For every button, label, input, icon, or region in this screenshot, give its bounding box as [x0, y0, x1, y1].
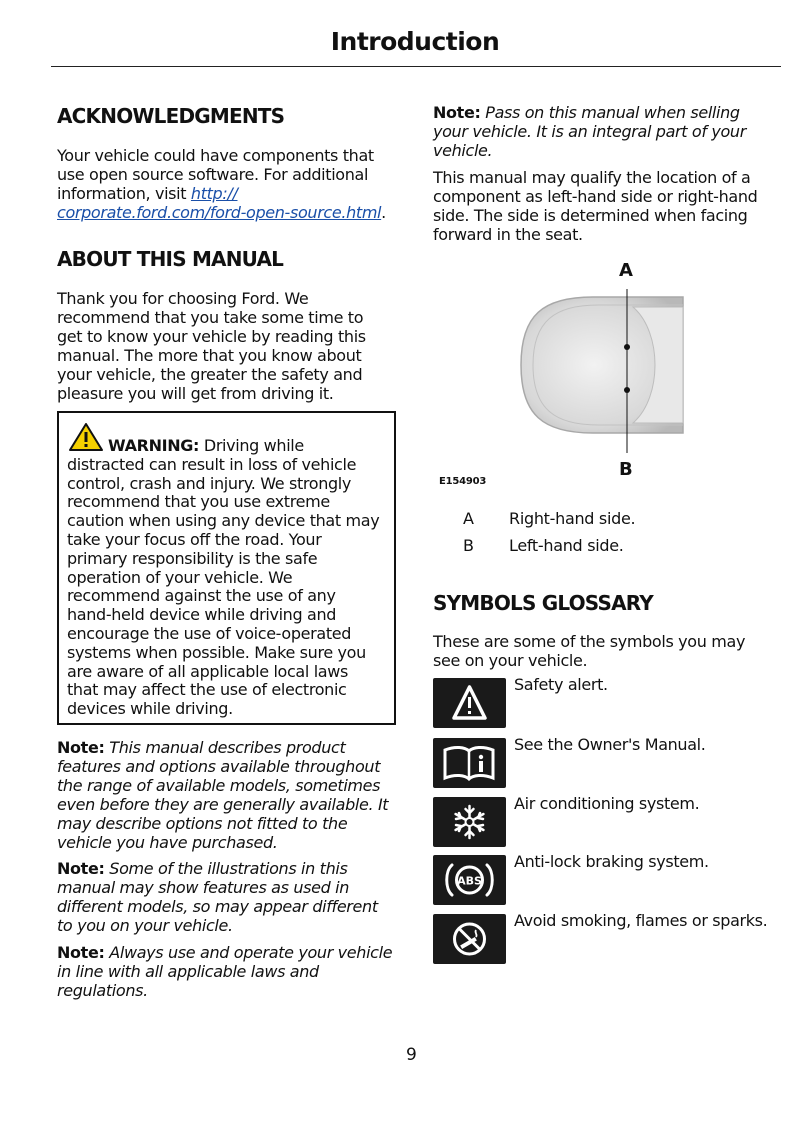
abs-icon — [433, 855, 506, 905]
symbol-label: See the Owner's Manual. — [514, 735, 706, 754]
note-line: the range of available models, sometimes — [57, 776, 381, 795]
note-line — [57, 738, 402, 757]
note-line: manual may show features as used in — [57, 878, 350, 897]
acknowledgments-line — [57, 203, 402, 222]
note-line: different models, so may appear different — [57, 897, 378, 916]
acknowledgments-line: use open source software. For additional — [57, 165, 369, 184]
acknowledgments-text — [57, 146, 402, 222]
warning-text — [67, 437, 393, 719]
note-first-line: Some of the illustrations in this — [104, 859, 348, 878]
vehicle-side-diagram — [433, 255, 778, 495]
note-line: your vehicle. It is an integral part of your — [433, 122, 746, 141]
symbol-row — [433, 735, 783, 790]
legend-key: A — [463, 509, 474, 528]
open-source-link-continued[interactable]: corporate.ford.com/ford-open-source.html — [57, 203, 382, 222]
no-smoking-icon — [433, 914, 506, 964]
note-laws — [57, 943, 402, 1000]
about-line: manual. The more that you know about — [57, 346, 362, 365]
legend-value: Right-hand side. — [509, 509, 636, 528]
note-line: to you on your vehicle. — [57, 916, 233, 935]
note-product-features — [57, 738, 402, 852]
note-line — [57, 943, 402, 962]
warning-line: encourage the use of voice-operated — [67, 623, 352, 643]
symbol-row — [433, 794, 783, 849]
page-number: 9 — [406, 1045, 417, 1065]
note-line: vehicle. — [433, 141, 493, 160]
note-label: Note: — [433, 103, 481, 122]
side-line: side. The side is determined when facing — [433, 206, 748, 225]
warning-line: hand-held device while driving and — [67, 605, 337, 625]
about-line: your vehicle, the greater the safety and — [57, 365, 363, 384]
note-line: features and options available throughout — [57, 757, 381, 776]
diagram-label-a: A — [619, 260, 633, 281]
symbols-intro-line: see on your vehicle. — [433, 651, 588, 670]
note-line: in line with all applicable laws and — [57, 962, 319, 981]
warning-line: primary responsibility is the safe — [67, 548, 318, 568]
legend-row — [463, 509, 763, 529]
note-label: Note: — [57, 738, 105, 757]
warning-first-line: Driving while — [199, 436, 304, 455]
warning-line: control, crash and injury. We strongly — [67, 473, 352, 493]
warning-line: are aware of all applicable local laws — [67, 661, 348, 681]
symbol-label: Safety alert. — [514, 675, 608, 694]
note-line: regulations. — [57, 981, 148, 1000]
symbols-intro-text — [433, 632, 783, 670]
warning-line: recommend against the use of any — [67, 586, 336, 606]
warning-box — [57, 411, 396, 725]
acknowledgments-line-text: information, visit — [57, 184, 191, 203]
about-line: recommend that you take some time to — [57, 308, 364, 327]
note-label: Note: — [57, 943, 105, 962]
about-line: Thank you for choosing Ford. We — [57, 289, 309, 308]
note-first-line: Pass on this manual when selling — [480, 103, 740, 122]
side-line: This manual may qualify the location of a — [433, 168, 751, 187]
note-line: vehicle you have purchased. — [57, 833, 278, 852]
note-label: Note: — [57, 859, 105, 878]
note-pass-on-manual — [433, 103, 783, 160]
symbols-glossary-heading: SYMBOLS GLOSSARY — [433, 591, 653, 615]
warning-line: recommend that you use extreme — [67, 492, 330, 512]
warning-line: systems when possible. Make sure you — [67, 642, 366, 662]
acknowledgments-line — [57, 184, 402, 203]
about-manual-text — [57, 289, 402, 403]
diagram-code: E154903 — [439, 476, 487, 487]
about-line: get to know your vehicle by reading this — [57, 327, 366, 346]
note-line: even before they are generally available. It — [57, 795, 389, 814]
symbols-intro-line: These are some of the symbols you may — [433, 632, 746, 651]
symbol-row — [433, 852, 783, 907]
warning-line: devices while driving. — [67, 699, 233, 719]
symbol-row — [433, 675, 783, 730]
symbol-label: Anti-lock braking system. — [514, 852, 709, 871]
warning-line: caution when using any device that may — [67, 511, 380, 531]
warning-line: distracted can result in loss of vehicle — [67, 454, 357, 474]
warning-label: WARNING: — [108, 436, 200, 455]
link-period: . — [381, 203, 386, 222]
side-line: component as left-hand side or right-hand — [433, 187, 758, 206]
side-line: forward in the seat. — [433, 225, 583, 244]
legend-row — [463, 536, 763, 556]
note-line: may describe options not fitted to the — [57, 814, 348, 833]
acknowledgments-line: Your vehicle could have components that — [57, 146, 374, 165]
note-line — [57, 859, 402, 878]
symbol-label: Air conditioning system. — [514, 794, 700, 813]
open-source-link[interactable]: http:// — [190, 184, 238, 203]
symbol-row — [433, 911, 783, 966]
legend-key: B — [463, 536, 474, 555]
note-illustrations — [57, 859, 402, 935]
warning-line: operation of your vehicle. We — [67, 567, 293, 587]
title-divider — [51, 66, 781, 67]
acknowledgments-heading: ACKNOWLEDGMENTS — [57, 104, 285, 128]
legend-value: Left-hand side. — [509, 536, 624, 555]
note-first-line: This manual describes product — [104, 738, 346, 757]
warning-line — [67, 437, 393, 456]
owners-manual-icon — [433, 738, 506, 788]
diagram-label-b: B — [619, 459, 633, 480]
car-top-view-illustration — [433, 255, 778, 495]
air-conditioning-icon — [433, 797, 506, 847]
abs-icon-text: ABS — [457, 874, 482, 888]
safety-alert-icon — [433, 678, 506, 728]
symbol-label: Avoid smoking, flames or sparks. — [514, 911, 768, 930]
about-line: pleasure you will get from driving it. — [57, 384, 334, 403]
note-first-line: Always use and operate your vehicle — [104, 943, 393, 962]
note-line — [433, 103, 783, 122]
warning-line: take your focus off the road. Your — [67, 529, 322, 549]
side-description-text — [433, 168, 783, 244]
page-title: Introduction — [330, 27, 500, 56]
warning-line: that may affect the use of electronic — [67, 680, 347, 700]
about-manual-heading: ABOUT THIS MANUAL — [57, 247, 284, 271]
